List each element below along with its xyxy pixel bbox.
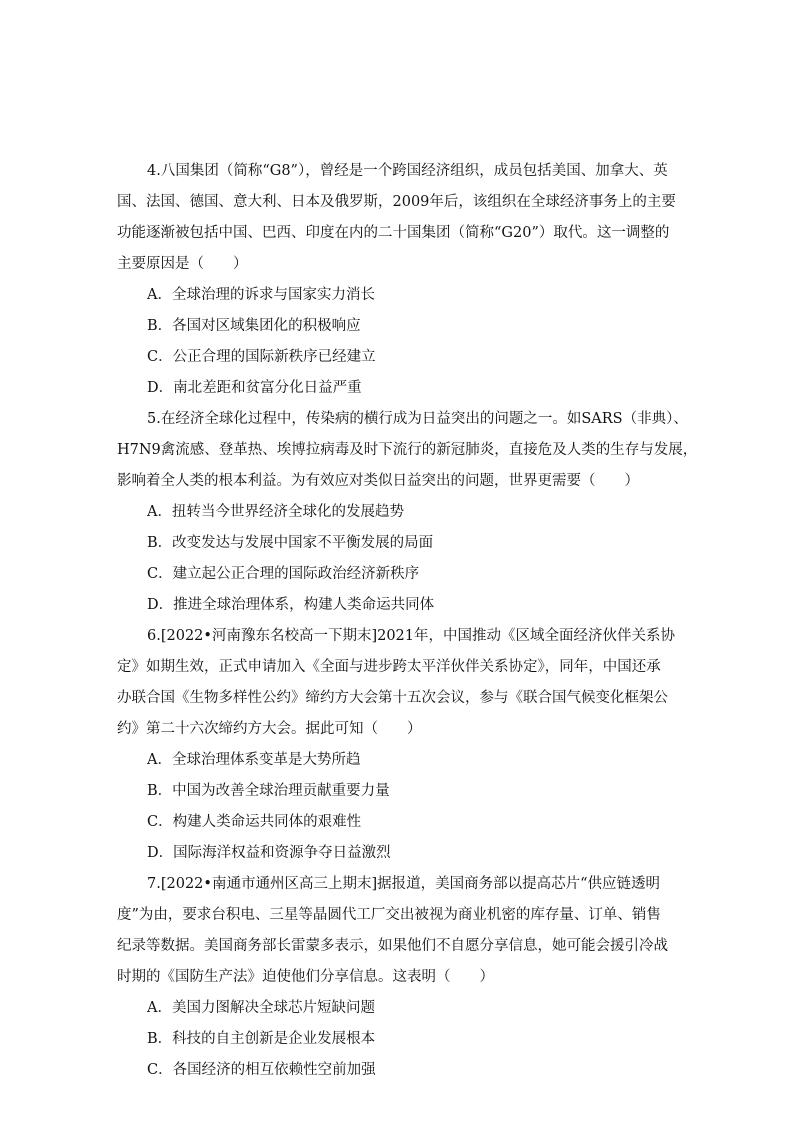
question-text-line: 7.[2022•南通市通州区高三上期末]据报道，美国商务部以提高芯片“供应链透明 xyxy=(147,876,661,892)
choice-b: B．科技的自主创新是企业发展根本 xyxy=(147,1031,376,1047)
choice-d: D．国际海洋权益和资源争夺日益激烈 xyxy=(147,845,391,861)
choice-b: B．中国为改善全球治理贡献重要力量 xyxy=(147,783,390,799)
question-text-line: 约》第二十六次缔约方大会。据此可知（ ） xyxy=(117,721,422,737)
question-text-line: H7N9禽流感、登革热、埃博拉病毒及时下流行的新冠肺炎，直接危及人类的生存与发展， xyxy=(117,442,698,458)
question-text-line: 时期的《国防生产法》迫使他们分享信息。这表明（ ） xyxy=(117,969,494,985)
question-text-line: 纪录等数据。美国商务部长雷蒙多表示，如果他们不自愿分享信息，她可能会援引冷战 xyxy=(117,938,668,954)
question-text-line: 功能逐渐被包括中国、巴西、印度在内的二十国集团（简称“G20”）取代。这一调整的 xyxy=(117,225,670,241)
choice-d: D．南北差距和贫富分化日益严重 xyxy=(147,380,362,396)
question-text-line: 国、法国、德国、意大利、日本及俄罗斯，2009年后，该组织在全球经济事务上的主要 xyxy=(117,194,676,210)
question-text-line: 主要原因是（ ） xyxy=(117,256,248,272)
choice-c: C．公正合理的国际新秩序已经建立 xyxy=(147,349,376,365)
choice-a: A．全球治理体系变革是大势所趋 xyxy=(147,752,361,768)
question-text-line: 6.[2022•河南豫东名校高一下期末]2021年，中国推动《区域全面经济伙伴关系协 xyxy=(147,628,676,644)
choice-b: B．改变发达与发展中国家不平衡发展的局面 xyxy=(147,535,434,551)
choice-d: D．推进全球治理体系，构建人类命运共同体 xyxy=(147,597,435,613)
choice-a: A．全球治理的诉求与国家实力消长 xyxy=(147,287,375,303)
question-text-line: 定》如期生效，正式申请加入《全面与进步跨太平洋伙伴关系协定》，同年，中国还承 xyxy=(117,659,661,675)
question-text-line: 度”为由，要求台积电、三星等晶圆代工厂交出被视为商业机密的库存量、订单、销售 xyxy=(117,907,661,923)
question-text-line: 4.八国集团（简称“G8”），曾经是一个跨国经济组织，成员包括美国、加拿大、英 xyxy=(147,163,668,179)
choice-a: A．美国力图解决全球芯片短缺问题 xyxy=(147,1000,375,1016)
question-text-line: 5.在经济全球化过程中，传染病的横行成为日益突出的问题之一。如SARS（非典）、 xyxy=(147,411,688,427)
choice-a: A．扭转当今世界经济全球化的发展趋势 xyxy=(147,504,404,520)
choice-c: C．建立起公正合理的国际政治经济新秩序 xyxy=(147,566,420,582)
choice-c: C．构建人类命运共同体的艰难性 xyxy=(147,814,362,830)
choice-c: C．各国经济的相互依赖性空前加强 xyxy=(147,1062,376,1078)
question-text-line: 影响着全人类的根本利益。为有效应对类似日益突出的问题，世界更需要（ ） xyxy=(117,473,639,489)
question-text-line: 办联合国《生物多样性公约》缔约方大会第十五次会议，参与《联合国气候变化框架公 xyxy=(117,690,668,706)
choice-b: B．各国对区域集团化的积极响应 xyxy=(147,318,361,334)
